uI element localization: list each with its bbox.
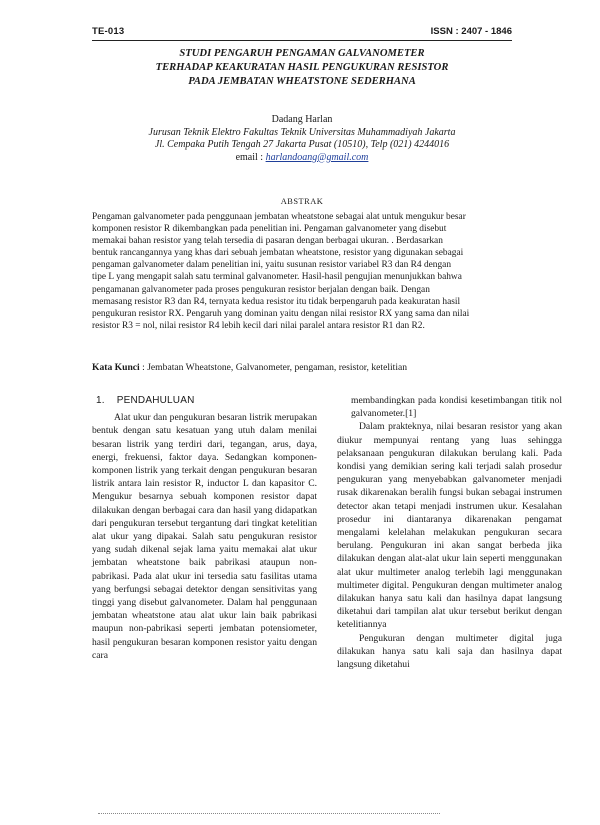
keywords-label: Kata Kunci (92, 362, 140, 373)
abstract-line: resistor R3 = nol, nilai resistor R4 lebih kecil dari nilai paralel antara resistor R1 dan R2. (92, 320, 425, 331)
section-heading (96, 394, 317, 407)
keywords (92, 362, 512, 373)
abstract-line: memakai bahan resistor yang telah tersedia di pasaran dengan berbagai ukuran. . Berdasarkan (92, 236, 443, 247)
email-label: email : (235, 151, 264, 163)
section-number: 1. (96, 395, 105, 406)
author-address: Jl. Cempaka Putih Tengah 27 Jakarta Pusat (10510), Telp (021) 4244016 (154, 139, 450, 150)
abstract-line: pengamanan galvanometer pada proses pengukuran resistor berjalan dengan baik. Dengan (92, 284, 430, 295)
issn-label: ISSN : 2407 - 1846 (430, 26, 512, 37)
keywords-text: : Jembatan Wheatstone, Galvanometer, pengaman, resistor, ketelitian (142, 362, 408, 373)
abstract-line: bentuk rancangannya yang khas dari sebuah jembatan wheatstone, resistor yang digunakan sebagai (92, 248, 464, 259)
section-title: PENDAHULUAN (116, 395, 195, 406)
author-affiliation: Jurusan Teknik Elektro Fakultas Teknik Universitas Muhammadiyah Jakarta (148, 126, 456, 138)
body-paragraph: Alat ukur dan pengukuran besaran listrik merupakan bentuk dengan satu kesatuan yang utuh dalam menilai besaran listrik yang terdiri dari, tegangan, arus, daya, energi, frekuensi, faktor daya. Sedangkan komponen-komponen listrik yang terkait dengan pengukuran besaran listrik antara lain resistor R, inductor L dan kapasitor C. Mengukur besarnya sebuah komponen resistor dapat dilakukan dengan berbagai cara dan hasil yang didapatkan dari pengukuran tersebut tergantung dari tingkat ketelitian alat ukur yang dipakai. Salah satu pengukuran resistor yang sudah dikenal sejak lama yaitu memakai alat ukur jembatan wheatstone baik pabrikasi ataupun non-pabrikasi. Pada alat ukur ini tersedia satu fasilitas utama yang berfungsi sebagai detektor dengan sensitivitas yang tinggi yang disebut galvanometer. Dalam hal penggunaan jembatan wheatstone atau alat ukur lain baik pabrikasi maupun non-pabrikasi seperti jembatan potensiometer, hasil pengukuran besaran komponen resistor yaitu dengan cara (92, 412, 317, 661)
abstract-line: pengukuran resistor RX. Pengaruh yang dominan yaitu dengan nilai resistor RX yang sama dan nilai (92, 308, 470, 319)
body-paragraph: Pengukuran dengan multimeter digital juga dilakukan hanya satu kali saja dan hasilnya dapat langsung diketahui (337, 632, 562, 671)
author-name: Dadang Harlan (271, 114, 333, 125)
body-paragraph: Dalam prakteknya, nilai besaran resistor yang akan diukur mempunyai rentang yang luas sehingga pelaksanaan pengukuran dilakukan berulang kali. Pada kondisi yang demikian sering kali terjadi salah prosedur pengukuran yang menyebabkan galvanometer menjadi rusak dikarenakan beralih fungsi bukan sebagai instrumen detector akan tetapi menjadi instrumen ukur. Kesalahan prosedur ini diantaranya dikarenakan pengamat mengalami kelelahan melakukan pengukuran secara berulang. Pengukuran ini akan sangat berbeda jika dilakukan dengan alat-alat ukur lain seperti menggunakan alat ukur multimeter analog terlebih lagi menggunakan multimeter digital. Pengukuran dengan multimeter analog dilakukan hanya satu kali dan hasilnya dapat langsung diketahui dari tampilan alat ukur tersebut berikut dengan ketelitiannya (337, 421, 562, 631)
author-email (92, 152, 512, 165)
abstract-line: memasang resistor R3 dan R4, ternyata kedua resistor itu tidak berpengaruh pada keakuratan hasil (92, 296, 461, 307)
body-column-left (92, 394, 317, 662)
title-line-3: PADA JEMBATAN WHEATSTONE SEDERHANA (188, 76, 416, 88)
email-link[interactable]: harlandoang@gmail.com (265, 151, 369, 163)
body-column-right (337, 394, 562, 671)
footer-rule (98, 813, 440, 814)
abstract-line: pengaman galvanometer dalam penelitian ini, yaitu susunan resistor variabel R3 dan R4 dengan (92, 260, 452, 271)
abstract-body (92, 211, 510, 332)
paper-code: TE-013 (92, 26, 125, 37)
paper-title (92, 47, 512, 90)
title-line-1: STUDI PENGARUH PENGAMAN GALVANOMETER (179, 48, 425, 59)
abstract-line: komponen resistor R dikembangkan pada penelitian ini. Pengaman galvanometer yang disebut (92, 224, 447, 235)
title-line-2: TERHADAP KEAKURATAN HASIL PENGUKURAN RESISTOR (155, 62, 449, 74)
abstract-line: Pengaman galvanometer pada penggunaan jembatan wheatstone sebagai alat untuk mengukur besar (92, 212, 466, 222)
abstract-heading: ABSTRAK (280, 197, 324, 206)
header-divider (92, 40, 512, 41)
author-block (92, 114, 512, 164)
abstract-line: tipe L yang mengapit salah satu terminal galvanometer. Hasil-hasil pengujian menunjukkan bahwa (92, 272, 462, 283)
body-paragraph: membandingkan pada kondisi kesetimbangan titik nol galvanometer.[1] (351, 395, 562, 420)
